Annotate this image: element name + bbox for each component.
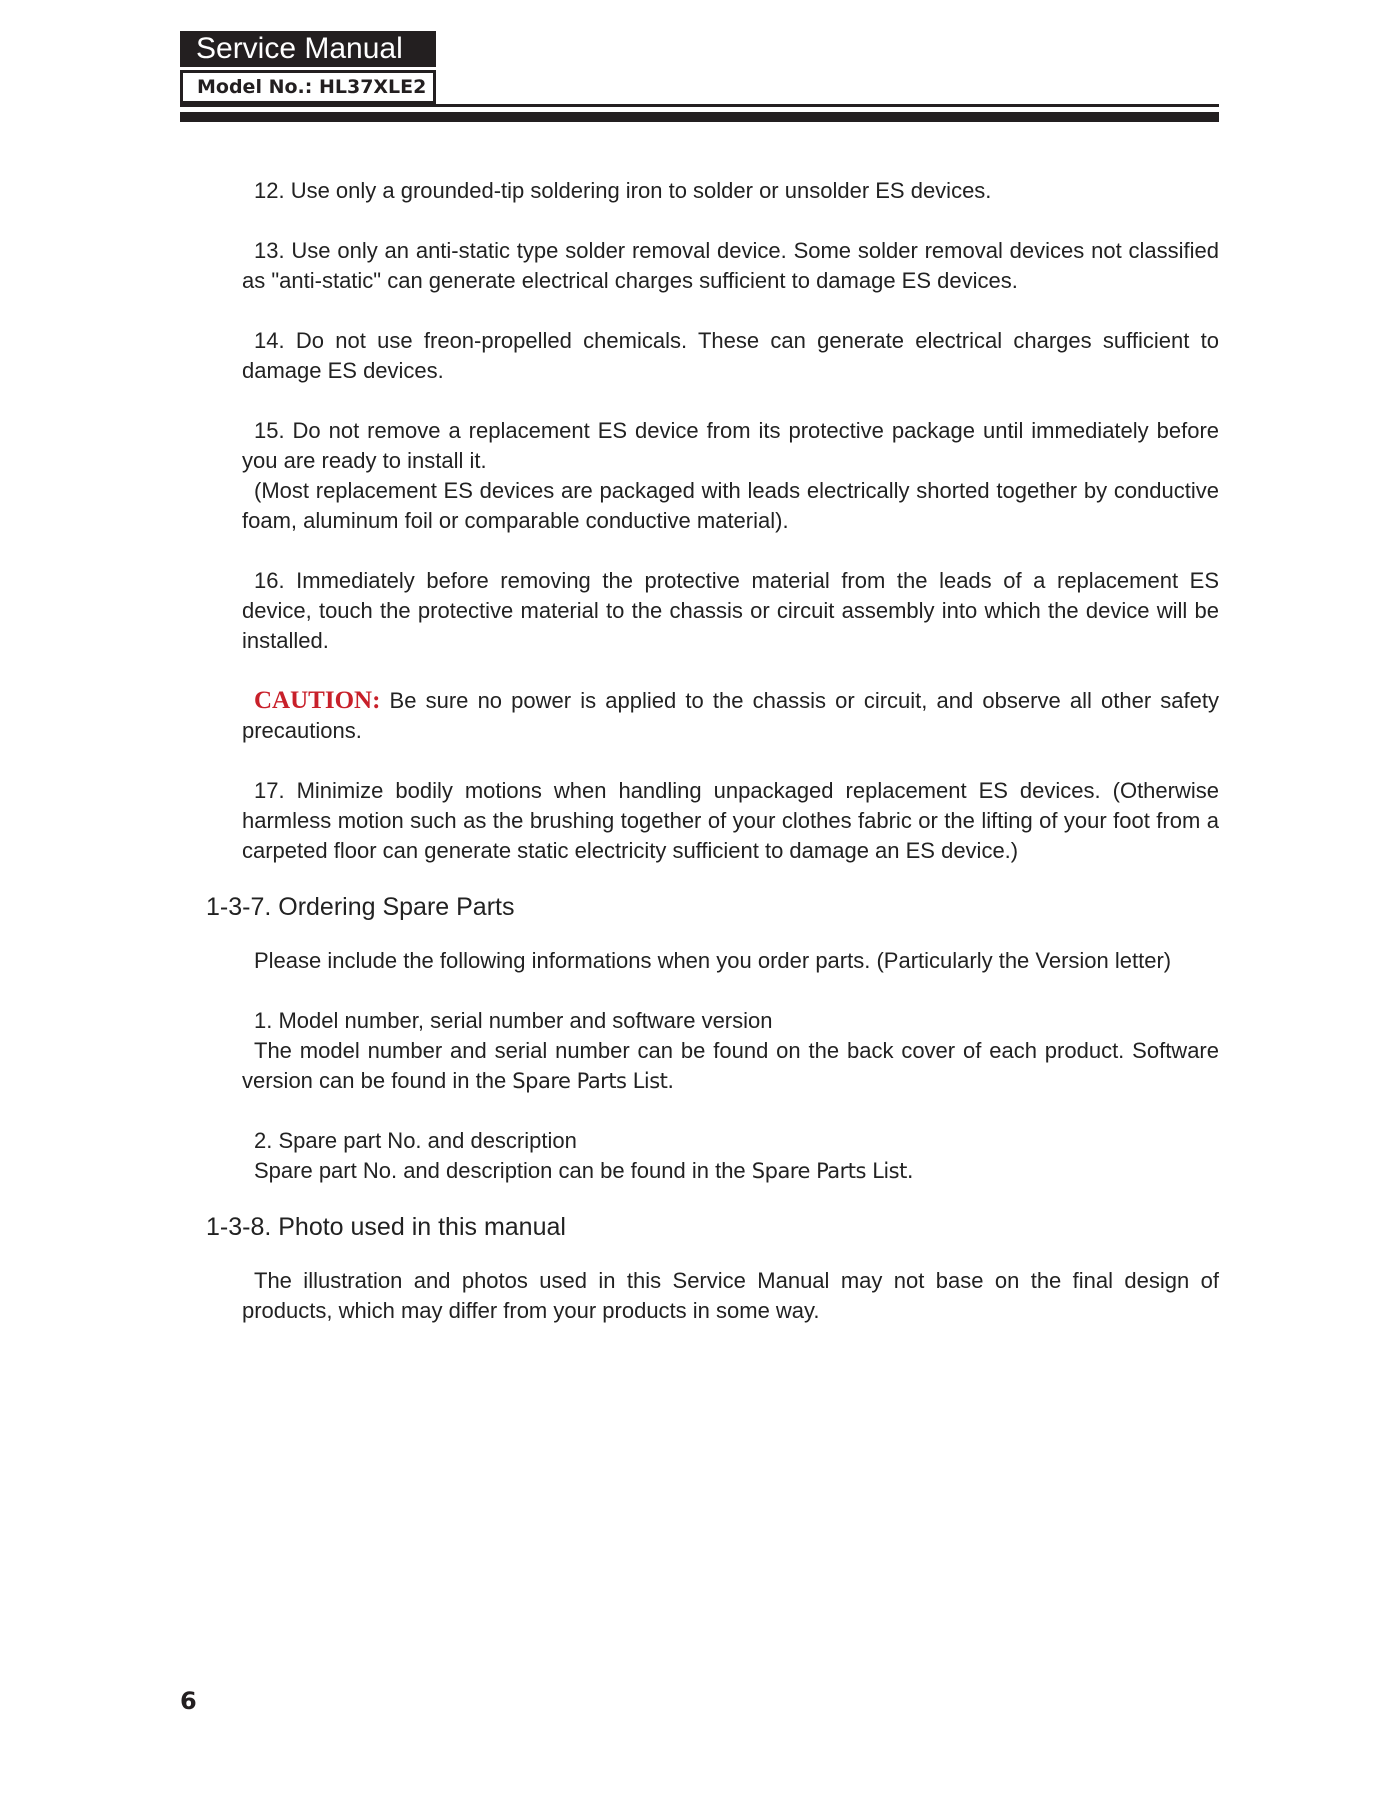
precaution-13-text: 13. Use only an anti-static type solder removal device. Some solder removal devices not classified as "anti-static" can generate electrical charges sufficient to damage ES devices. bbox=[242, 238, 1219, 293]
section-heading-photo-used: 1-3-8. Photo used in this manual bbox=[206, 1213, 566, 1241]
ordering-intro: Please include the following informations when you order parts. (Particularly the Version letter) bbox=[254, 948, 1172, 973]
precaution-17-text: 17. Minimize bodily motions when handling unpackaged replacement ES devices. (Otherwise harmless motion such as the brushing together of your clothes fabric or the lifting of your foot from a carpeted floor can generate static electricity sufficient to damage an ES device.) bbox=[242, 778, 1219, 863]
precaution-17 bbox=[242, 776, 1219, 866]
caution-label: CAUTION: bbox=[254, 687, 381, 714]
caution-text: Be sure no power is applied to the chassis or circuit, and observe all other safety precautions. bbox=[242, 688, 1219, 743]
header-divider-thick bbox=[180, 112, 1219, 122]
section-heading-ordering-spare-parts: 1-3-7. Ordering Spare Parts bbox=[206, 893, 515, 921]
ordering-item-2-text bbox=[242, 1156, 1219, 1186]
precaution-12: 12. Use only a grounded-tip soldering iron to solder or unsolder ES devices. bbox=[254, 178, 992, 203]
caution-note bbox=[242, 686, 1219, 746]
precaution-15 bbox=[242, 416, 1219, 476]
precaution-15-note-text: (Most replacement ES devices are packaged with leads electrically shorted together by conductive foam, aluminum foil or comparable conductive material). bbox=[242, 478, 1219, 533]
spare-parts-list-ref: Spare Parts List. bbox=[512, 1069, 674, 1093]
precaution-15-text: 15. Do not remove a replacement ES device from its protective package until immediately before you are ready to install it. bbox=[242, 418, 1219, 473]
precaution-14-text: 14. Do not use freon-propelled chemicals. These can generate electrical charges sufficient to damage ES devices. bbox=[242, 328, 1219, 383]
ordering-item-1-text bbox=[242, 1036, 1219, 1096]
page-content bbox=[206, 176, 1219, 1356]
spare-parts-list-ref: Spare Parts List. bbox=[751, 1159, 914, 1183]
ordering-item-2-body: Spare part No. and description can be found in the bbox=[254, 1158, 752, 1183]
photo-disclaimer-text: The illustration and photos used in this Service Manual may not base on the final design of products, which may differ from your products in some way. bbox=[242, 1268, 1219, 1323]
photo-disclaimer bbox=[242, 1266, 1219, 1326]
precaution-15-note bbox=[242, 476, 1219, 536]
precaution-14 bbox=[242, 326, 1219, 386]
ordering-item-2-title: 2. Spare part No. and description bbox=[254, 1128, 577, 1153]
manual-title: Service Manual bbox=[180, 31, 436, 67]
precaution-13 bbox=[242, 236, 1219, 296]
page-number: 6 bbox=[180, 1687, 197, 1715]
ordering-item-1-body: The model number and serial number can be found on the back cover of each product. Software version can be found in the bbox=[242, 1038, 1219, 1093]
header-divider-thin bbox=[180, 104, 1219, 107]
ordering-item-1-title: 1. Model number, serial number and software version bbox=[254, 1008, 773, 1033]
precaution-16 bbox=[242, 566, 1219, 656]
precaution-16-text: 16. Immediately before removing the protective material from the leads of a replacement ES device, touch the protective material to the chassis or circuit assembly into which the device will be installed. bbox=[242, 568, 1219, 653]
model-number-label: Model No.: HL37XLE2 bbox=[180, 70, 436, 104]
